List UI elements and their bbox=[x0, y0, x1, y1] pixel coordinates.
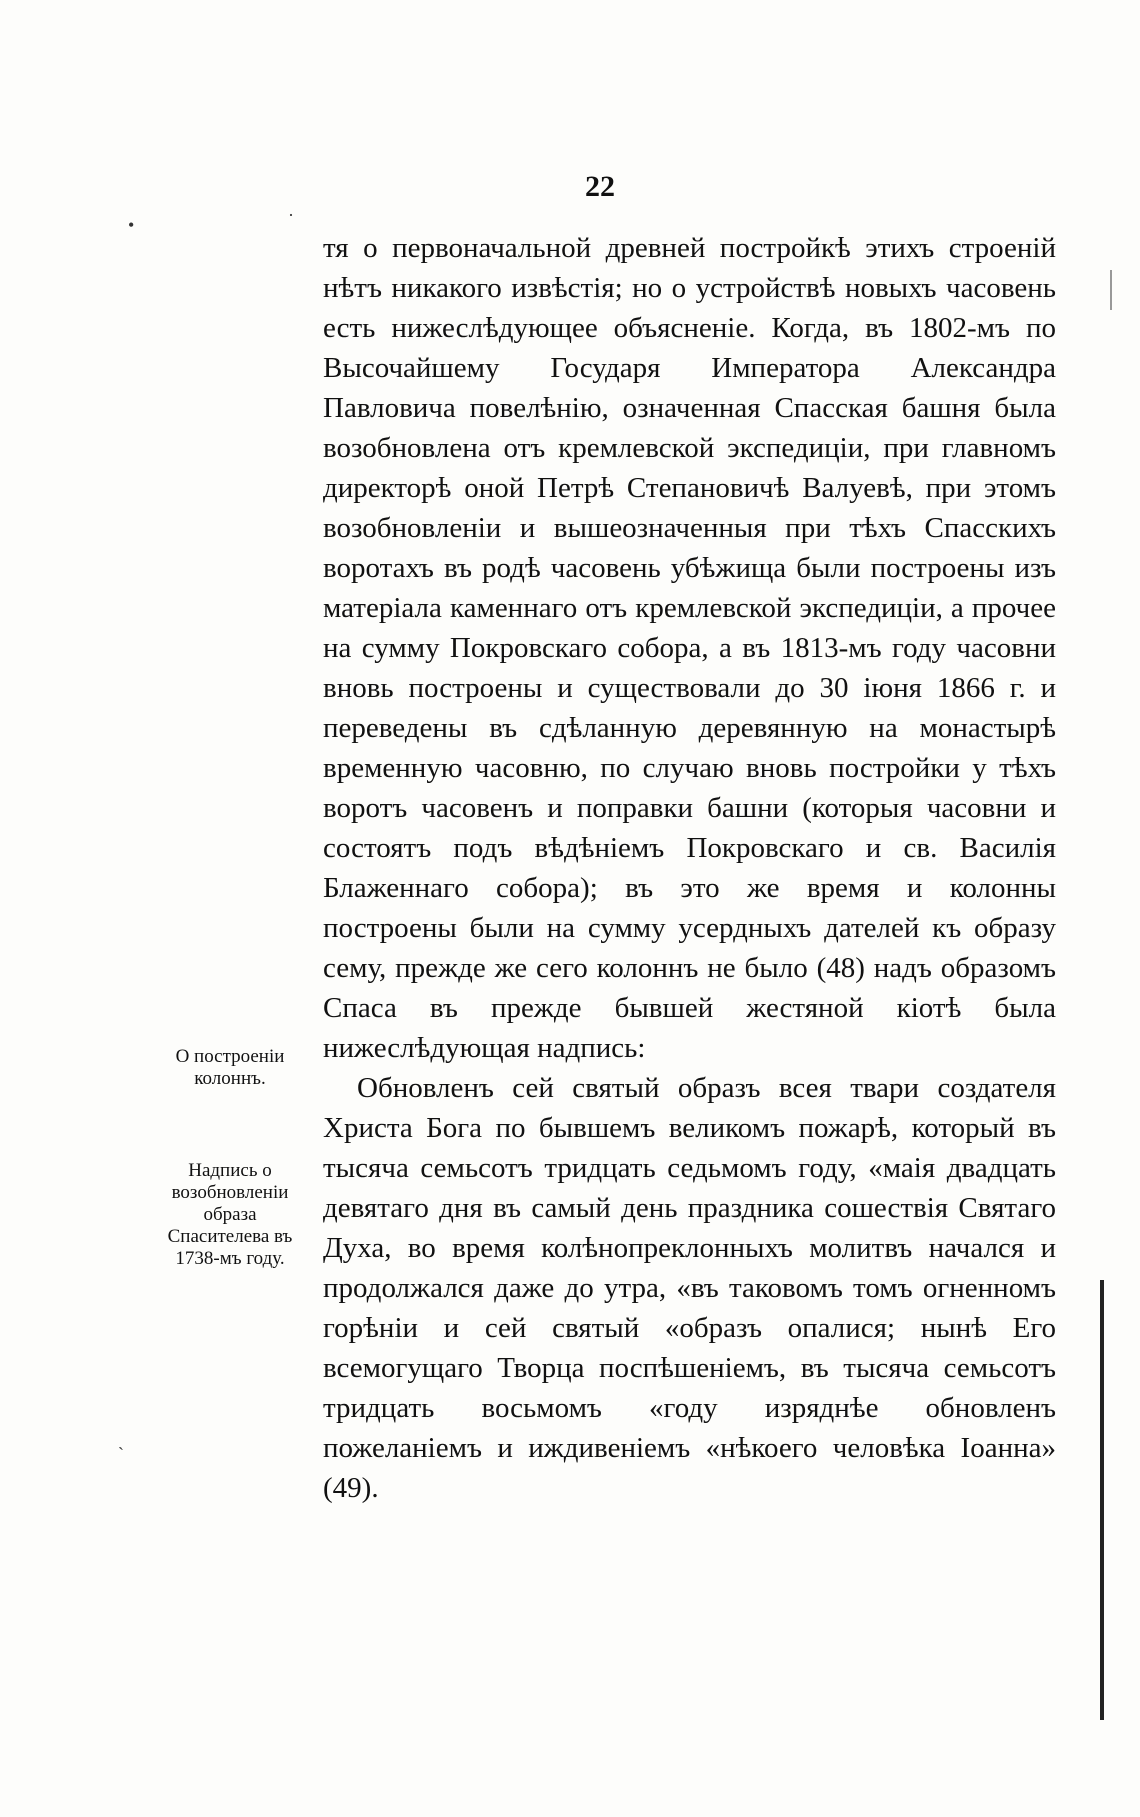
page-number: 22 bbox=[585, 170, 615, 203]
margin-note-columns: О построеніи колоннъ. bbox=[175, 1046, 285, 1089]
main-text bbox=[323, 228, 1056, 1508]
margin-note-inscription: Надпись о возобновленіи образа Спасителева въ 1738-мъ году. bbox=[167, 1160, 293, 1269]
ink-speck: · bbox=[288, 205, 294, 225]
ink-speck: ˏ bbox=[118, 1430, 124, 1450]
ink-speck: • bbox=[128, 215, 135, 235]
paragraph-history: тя о первоначальной древней постройкѣ этихъ строеній нѣтъ никакого извѣстія; но о устройствѣ новыхъ часовень есть нижеслѣдующее объясненіе. Когда, въ 1802-мъ по Высочайшему Государя Императора Александра Павловича повелѣнію, означенная Спасская башня была возобновлена отъ кремлевской экспедиціи, при главномъ директорѣ оной Петрѣ Степановичѣ Валуевѣ, при этомъ возобновленіи и вышеозначенныя при тѣхъ Спасскихъ воротахъ въ родѣ часовень убѣжища были построены изъ матеріала каменнаго отъ кремлевской экспедиціи, а прочее на сумму Покровскаго собора, а въ 1813-мъ году часовни вновь построены и существовали до 30 іюня 1866 г. и переведены въ сдѣланную деревянную на монастырѣ временную часовню, по случаю вновь постройки у тѣхъ воротъ часовенъ и поправки башни (которыя часовни и состоятъ подъ вѣдѣніемъ Покровскаго и св. Василія Блаженнаго собора); въ это же время и колонны построены были на сумму усердныхъ дателей къ образу сему, прежде же сего колоннъ не было (48) надъ образомъ Спаса въ прежде бывшей жестяной кіотѣ была нижеслѣдующая надпись: bbox=[323, 232, 1056, 1064]
page-edge-rule bbox=[1100, 1280, 1104, 1720]
page-edge-mark bbox=[1110, 270, 1112, 310]
paragraph-inscription: Обновленъ сей святый образъ всея твари создателя Христа Бога по бывшемъ великомъ пожарѣ, который въ тысяча семьсотъ тридцать седьмомъ году, «маія двадцать девятаго дня въ самый день праздника сошествія Святаго Духа, во время колѣнопреклонныхъ молитвъ начался и продолжался даже до утра, «въ таковомъ томъ огненномъ горѣніи и сей святый «образъ опалися; нынѣ Его всемогущаго Творца поспѣшеніемъ, въ тысяча семьсотъ тридцать восьмомъ «году изряднѣе обновленъ пожеланіемъ и иждивеніемъ «нѣкоего человѣка Іоанна» (49). bbox=[323, 1072, 1056, 1504]
